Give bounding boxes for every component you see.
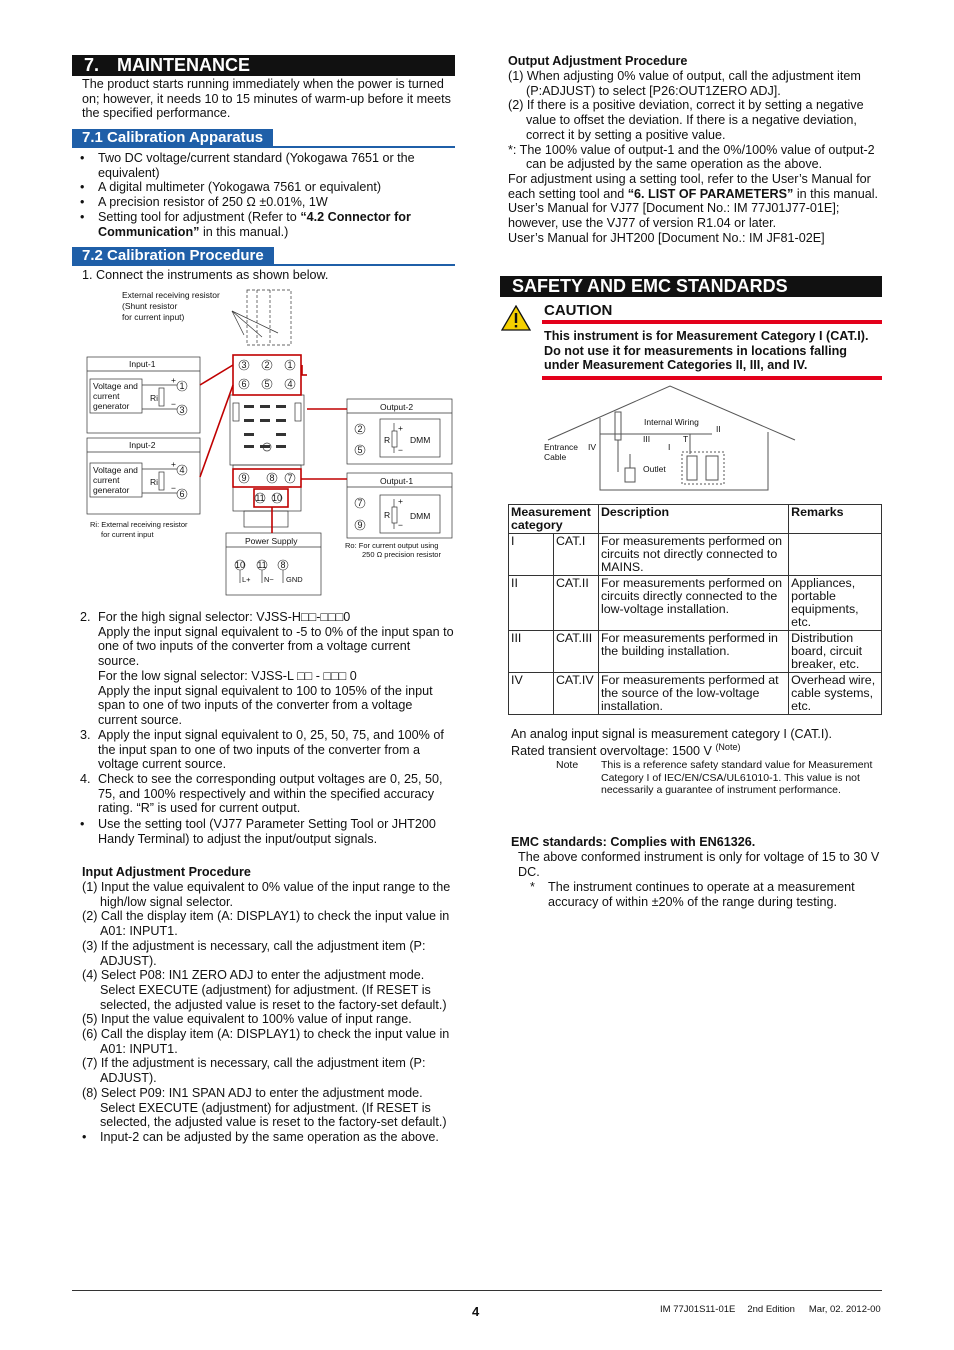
input-adj-bullet: • Input-2 can be adjusted by the same operation as the above. — [82, 1129, 439, 1144]
input-adj-item: (7) If the adjustment is necessary, call the adjustment item (P: ADJUST). — [82, 1056, 426, 1086]
apparatus-title: 7.1 Calibration Apparatus — [72, 129, 273, 146]
output-adj-item: *: The 100% value of output-1 and the 0%/100% value of output-2 can be adjusted by the same operation as the above. — [508, 142, 875, 172]
ext-res-label: for current input) — [122, 312, 185, 322]
procedure-heading — [72, 247, 455, 266]
input-adj-list — [82, 880, 456, 1145]
table-row: IV CAT.IV For measurements performed at the source of the low-voltage installation. Overhead wire, cable systems, etc. — [509, 673, 882, 715]
terminal-label: 1 — [287, 360, 293, 370]
analog-category: An analog input signal is measurement category I (CAT.I). — [511, 727, 833, 741]
table-row: I CAT.I For measurements performed on circuits not directly connected to MAINS. — [509, 534, 882, 576]
generator-label: current — [93, 475, 120, 485]
caution-rule-bottom — [542, 376, 882, 380]
svg-text:+: + — [171, 459, 176, 469]
svg-text:R: R — [384, 510, 391, 520]
output-adj-item: (1) When adjusting 0% value of output, call the adjustment item (P:ADJUST) to select [P26:OUT1ZERO ADJ]. — [508, 69, 861, 98]
ps-terminal: 11 — [257, 560, 267, 570]
note-text: This is a reference safety standard value for Measurement Category I of IEC/EN/CSA/UL61010-1. This value is not necessarily a guarantee of instrument performance. — [601, 759, 873, 796]
table-row: II CAT.II For measurements performed on circuits directly connected to the low-voltage installation. Appliances, portable equipments, etc. — [509, 576, 882, 631]
input1-label: Input-1 — [129, 359, 156, 369]
house-label: Cable — [544, 452, 567, 462]
house-label: I — [668, 442, 671, 452]
manual-vj77: User’s Manual for VJ77 [Document No.: IM 77J01J77-01E]; however, use the VJ77 of version R1.04 or later. — [508, 201, 840, 231]
ps-terminal: 10 — [234, 560, 246, 570]
house-label: IV — [588, 442, 597, 452]
step-1: 1. Connect the instruments as shown below. — [82, 268, 329, 282]
footer-rule — [72, 1290, 882, 1291]
house-label: Entrance — [544, 442, 579, 452]
output1-terminal: 7 — [357, 498, 363, 508]
caution-text: This instrument is for Measurement Category I (CAT.I). Do not use it for measurements in locations falling under Measurement Categories II, III, and IV. — [544, 329, 869, 373]
generator-label: Voltage and — [93, 381, 138, 391]
svg-text:−: − — [171, 399, 176, 409]
terminal-label: 7 — [287, 473, 293, 483]
section-7-heading — [72, 55, 455, 76]
header-remarks: Remarks — [789, 505, 882, 534]
svg-text:GND: GND — [286, 575, 303, 584]
output-adj-list — [508, 69, 883, 245]
output2-label: Output-2 — [380, 402, 414, 412]
input-adj-item: (4) Select P08: IN1 ZERO ADJ to enter the adjustment mode. Select EXECUTE (adjustment) for adjustment. (If RESET is selected, the adjusted value is reset to the factory-set default.) — [82, 968, 447, 1012]
output2-terminal: 2 — [357, 424, 363, 434]
ri-label: Ri — [150, 393, 159, 403]
page-number: 4 — [472, 1304, 480, 1319]
input-adj-item: (2) Call the display item (A: DISPLAY1) to check the input value in A01: INPUT1. — [82, 909, 450, 939]
warning-icon — [501, 305, 531, 331]
emc-title: EMC standards: Complies with EN61326. — [511, 835, 756, 849]
house-label: II — [716, 424, 721, 434]
terminal-label: 2 — [264, 360, 270, 370]
input2-label: Input-2 — [129, 440, 156, 450]
header-category: Measurement category — [509, 505, 599, 534]
input-adj-title: Input Adjustment Procedure — [82, 865, 251, 879]
procedure-title: 7.2 Calibration Procedure — [72, 247, 274, 264]
emc-star: * — [530, 880, 535, 894]
rated-overvoltage: Rated transient overvoltage: 1500 V $^{(Note)}$ — [511, 742, 741, 759]
table-header-row — [509, 505, 882, 534]
svg-text:N−: N− — [264, 575, 274, 584]
generator-label: Voltage and — [93, 465, 138, 475]
house-label: III — [643, 434, 651, 444]
terminal-label: 9 — [241, 473, 247, 483]
emc-text: The above conformed instrument is only for voltage of 15 to 30 V DC. — [518, 850, 880, 879]
generator-label: current — [93, 391, 120, 401]
power-supply-label: Power Supply — [245, 536, 298, 546]
generator-label: generator — [93, 485, 130, 495]
ro-note: 250 Ω precision resistor — [362, 550, 441, 559]
caution-label: CAUTION — [544, 302, 613, 319]
terminal-label: 4 — [287, 379, 293, 389]
apparatus-heading — [72, 129, 455, 148]
wiring-diagram — [82, 285, 457, 600]
tool-reference: For adjustment using a setting tool, refer to the User’s Manual for each setting tool and “6. LIST OF PARAMETERS” in this manual. — [508, 171, 879, 201]
svg-text:L+: L+ — [242, 575, 251, 584]
svg-text:−: − — [171, 483, 176, 493]
input-adj-item: (3) If the adjustment is necessary, call the adjustment item (P: ADJUST). — [82, 938, 426, 968]
svg-text:+: + — [398, 496, 403, 506]
svg-text:R: R — [384, 435, 391, 445]
terminal-label: 5 — [264, 379, 270, 389]
header-description: Description — [598, 505, 788, 534]
output1-terminal: 9 — [357, 520, 363, 530]
emc-note: The instrument continues to operate at a measurement accuracy of within ±20% of the range during testing. — [548, 880, 855, 909]
note-label: Note — [556, 759, 579, 771]
svg-text:−: − — [398, 445, 403, 455]
dmm-label: DMM — [410, 511, 431, 521]
generator-label: generator — [93, 401, 130, 411]
dmm-label: DMM — [410, 435, 431, 445]
ro-note: Ro: For current output using — [345, 541, 439, 550]
input1-terminal: 1 — [179, 381, 185, 391]
ext-res-label: (Shunt resistor — [122, 301, 178, 311]
svg-text:+: + — [398, 423, 403, 433]
output-adj-item: (2) If there is a positive deviation, correct it by setting a negative value to offset the deviation. If there is a negative deviation, correct it by setting a positive value. — [508, 98, 864, 142]
category-table — [508, 504, 882, 715]
ri-label: Ri — [150, 477, 159, 487]
terminal-label: 11 — [255, 493, 265, 503]
output2-terminal: 5 — [357, 445, 363, 455]
svg-text:−: − — [398, 520, 403, 530]
svg-text:+: + — [171, 375, 176, 385]
input2-terminal: 6 — [179, 489, 185, 499]
input-adj-item: (8) Select P09: IN1 SPAN ADJ to enter the adjustment mode. Select EXECUTE (adjustment) for adjustment. (If RESET is selected, the adjusted value is reset to the factory-set default.) — [82, 1085, 447, 1130]
safety-heading: SAFETY AND EMC STANDARDS — [500, 276, 882, 297]
input-adj-item: (1) Input the value equivalent to 0% value of the input range to the high/low signal selector. — [82, 880, 451, 909]
terminal-label: 8 — [269, 473, 275, 483]
section-number: 7. — [84, 55, 100, 75]
caution-rule-top — [542, 320, 882, 324]
terminal-label: 6 — [241, 379, 247, 389]
output1-label: Output-1 — [380, 476, 414, 486]
section-title: MAINTENANCE — [117, 55, 251, 75]
house-label: Outlet — [643, 464, 666, 474]
maintenance-intro: The product starts running immediately when the power is turned on; however, it needs 10 to 15 minutes of warm-up before it meets the specified performance. — [82, 77, 451, 121]
input2-terminal: 4 — [179, 465, 185, 475]
output-adj-title: Output Adjustment Procedure — [508, 54, 688, 68]
installation-diagram — [540, 382, 805, 494]
input-adj-item: (5) Input the value equivalent to 100% value of input range. — [82, 1012, 412, 1027]
ri-note: Ri: External receiving resistor — [90, 520, 188, 529]
table-row: III CAT.III For measurements performed in the building installation. Distribution board, circuit breaker, etc. — [509, 631, 882, 673]
terminal-label: 10 — [271, 493, 283, 503]
house-label: Internal Wiring — [644, 417, 699, 427]
house-label: T — [683, 434, 689, 444]
manual-jht200: User’s Manual for JHT200 [Document No.: IM JF81-02E] — [508, 230, 825, 245]
ps-terminal: 8 — [280, 560, 286, 570]
ri-note: for current input — [101, 530, 154, 539]
footer-doc: IM 77J01S11-01E 2nd Edition Mar, 02. 2012-00 — [660, 1304, 881, 1315]
input-adj-item: (6) Call the display item (A: DISPLAY1) to check the input value in A01: INPUT1. — [82, 1027, 450, 1056]
terminal-label: 3 — [241, 360, 247, 370]
ext-res-label: External receiving resistor — [122, 290, 220, 300]
input1-terminal: 3 — [179, 405, 185, 415]
